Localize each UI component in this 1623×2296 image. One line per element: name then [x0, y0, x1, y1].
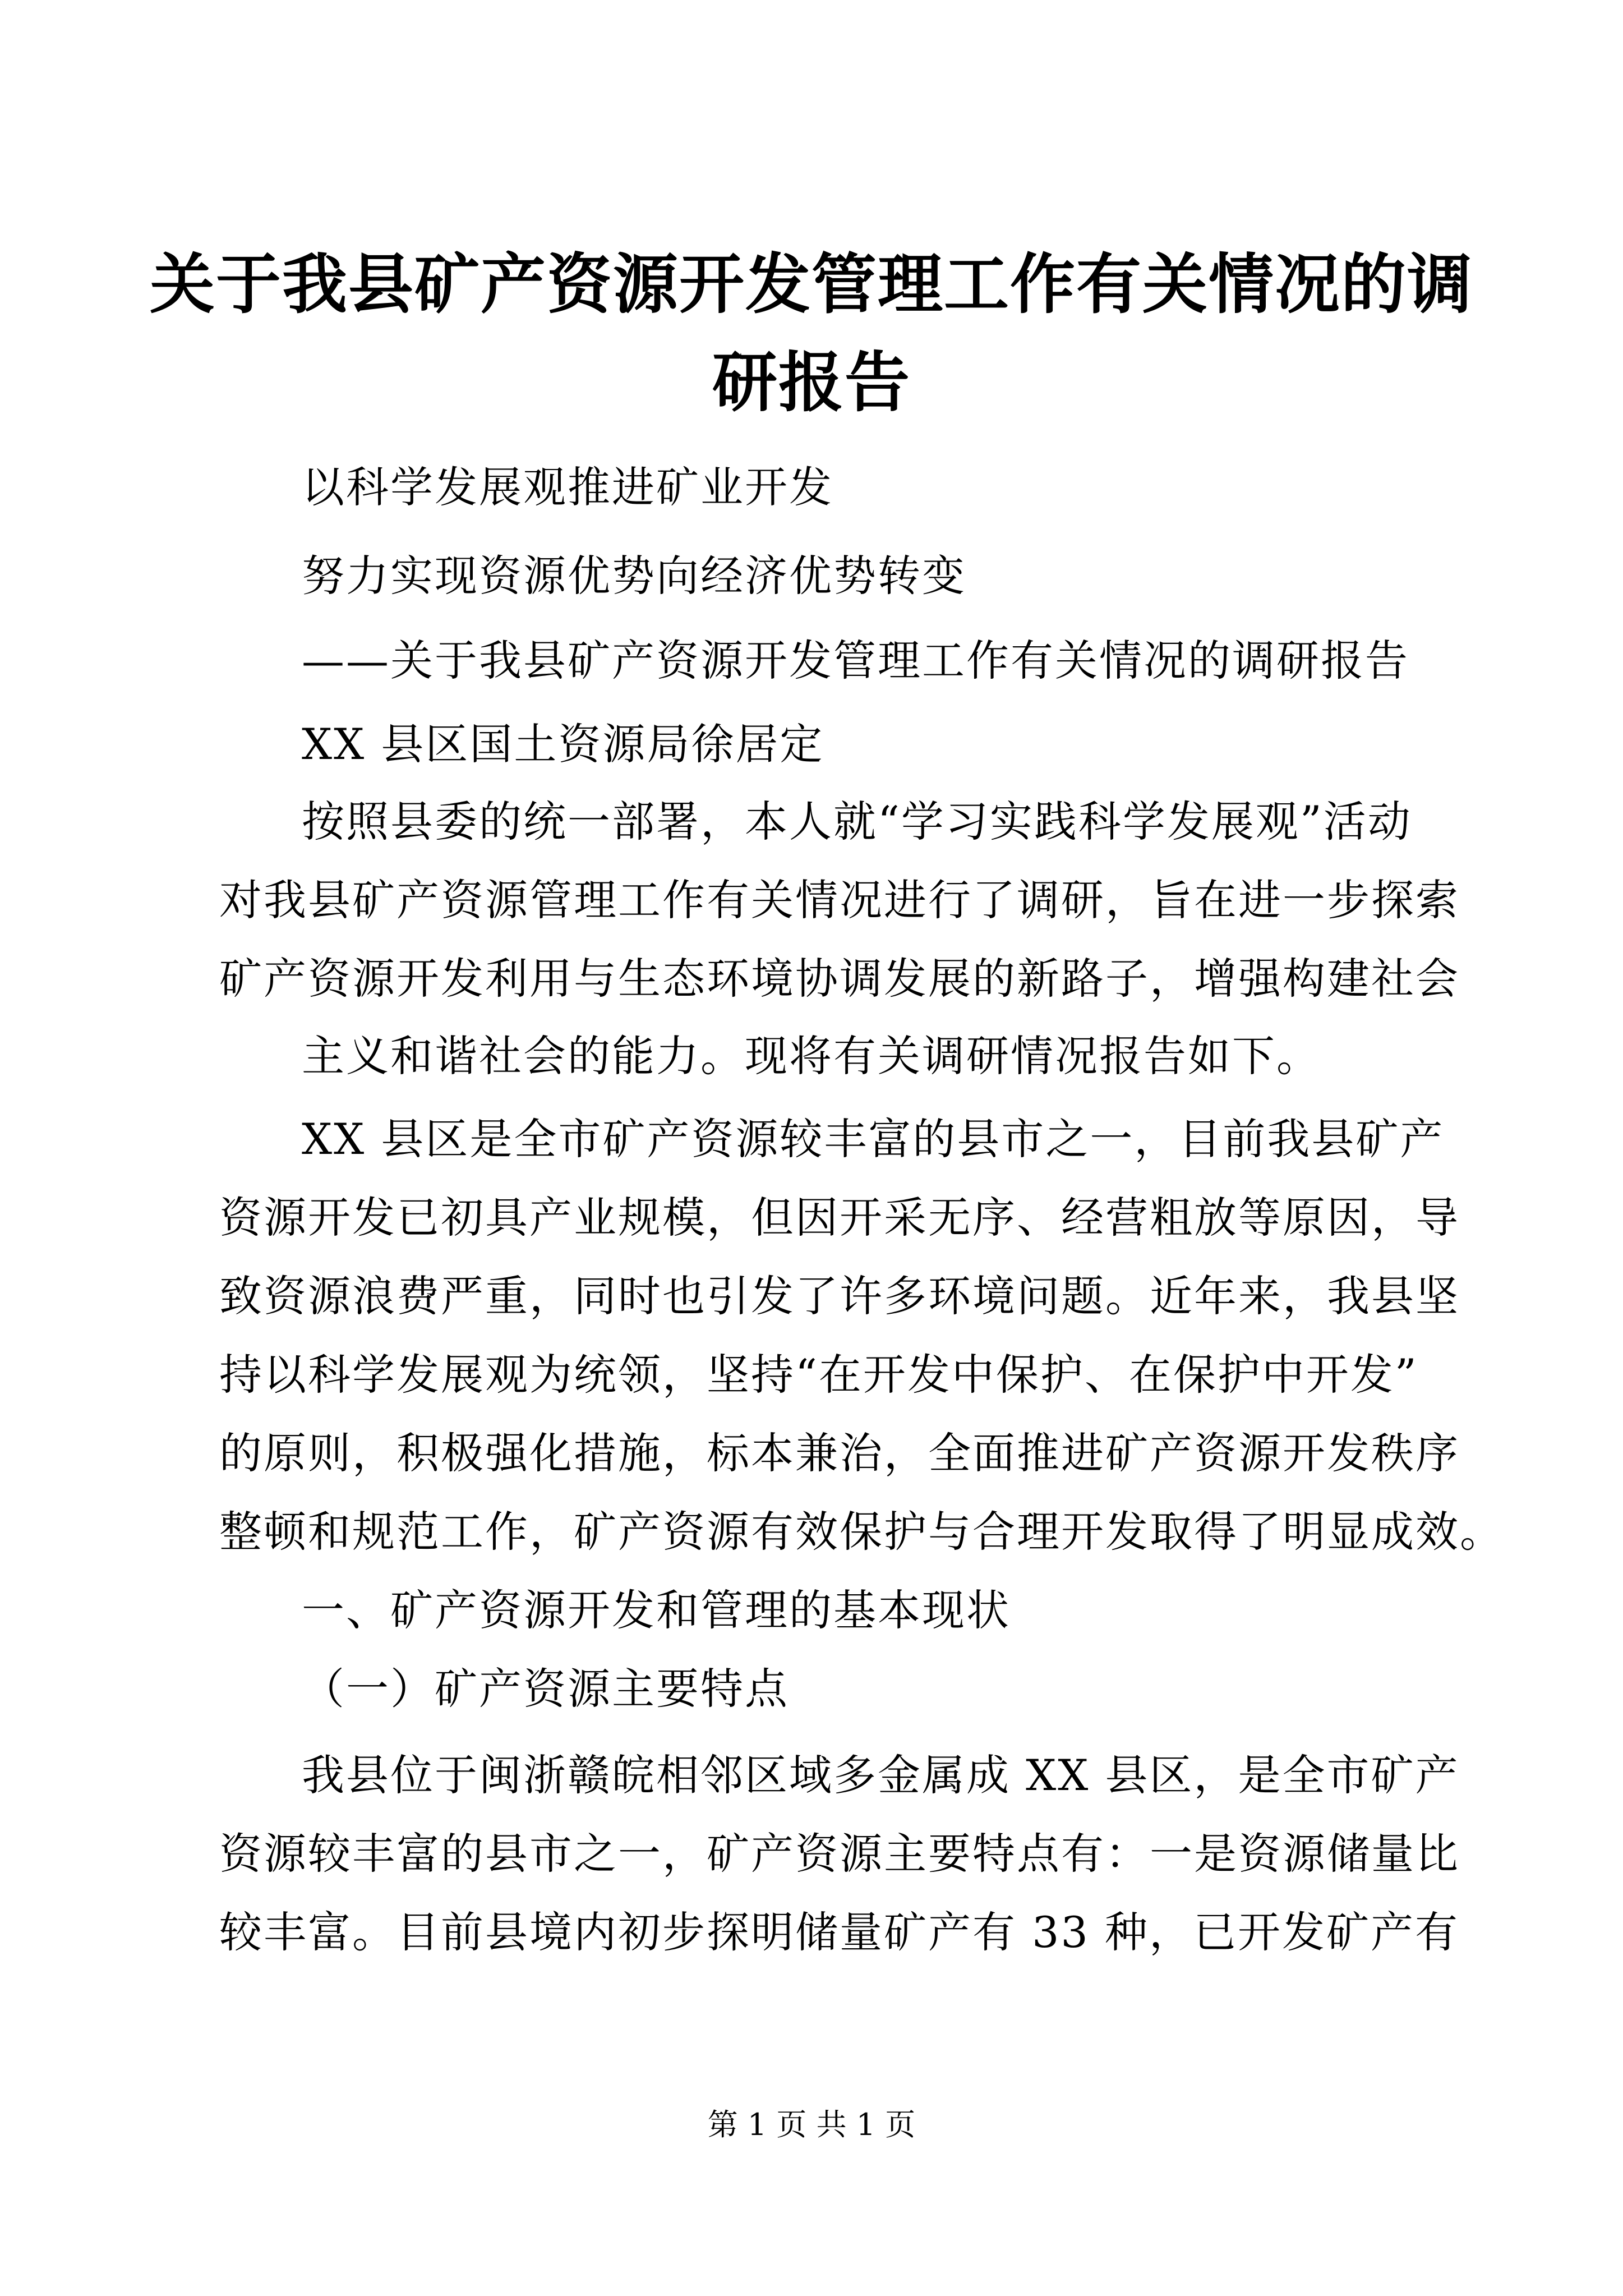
title-line-2: 研报告 [712, 344, 911, 421]
paragraph-line: XX 县区是全市矿产资源较丰富的县市之一，目前我县矿产 [302, 1114, 1445, 1164]
document-title [146, 236, 1477, 432]
section-heading: 一、矿产资源开发和管理的基本现状 [302, 1585, 1011, 1635]
paragraph-line: 的原则，积极强化措施，标本兼治，全面推进矿产资源开发秩序 [219, 1428, 1460, 1478]
author-line: XX 县区国土资源局徐居定 [302, 719, 824, 769]
subsection-heading: （一）矿产资源主要特点 [302, 1664, 789, 1714]
paragraph-line: 较丰富。目前县境内初步探明储量矿产有 33 种，已开发矿产有 [219, 1907, 1460, 1957]
title-line-1: 关于我县矿产资源开发管理工作有关情况的调 [150, 246, 1473, 323]
subtitle-line-3: ——关于我县矿产资源开发管理工作有关情况的调研报告 [302, 636, 1409, 685]
subtitle-line-1: 以科学发展观推进矿业开发 [302, 462, 833, 512]
paragraph-line: 主义和谐社会的能力。现将有关调研情况报告如下。 [302, 1031, 1321, 1081]
paragraph-line: 资源较丰富的县市之一，矿产资源主要特点有：一是资源储量比 [219, 1829, 1460, 1879]
paragraph-line: 对我县矿产资源管理工作有关情况进行了调研，旨在进一步探索 [219, 875, 1460, 925]
paragraph-line: 我县位于闽浙赣皖相邻区域多金属成 XX 县区，是全市矿产 [302, 1750, 1460, 1800]
paragraph-line: 按照县委的统一部署，本人就“学习实践科学发展观”活动 [302, 797, 1412, 846]
paragraph-line: 整顿和规范工作，矿产资源有效保护与合理开发取得了明显成效。 [219, 1507, 1504, 1557]
page-footer: 第 1 页 共 1 页 [707, 2107, 916, 2142]
paragraph-line: 矿产资源开发利用与生态环境协调发展的新路子，增强构建社会 [219, 954, 1460, 1004]
paragraph-line: 持以科学发展观为统领，坚持“在开发中保护、在保护中开发” [219, 1350, 1418, 1400]
paragraph-line: 资源开发已初具产业规模，但因开采无序、经营粗放等原因，导 [219, 1193, 1460, 1243]
paragraph-line: 致资源浪费严重，同时也引发了许多环境问题。近年来，我县坚 [219, 1271, 1460, 1321]
subtitle-line-2: 努力实现资源优势向经济优势转变 [302, 551, 966, 601]
